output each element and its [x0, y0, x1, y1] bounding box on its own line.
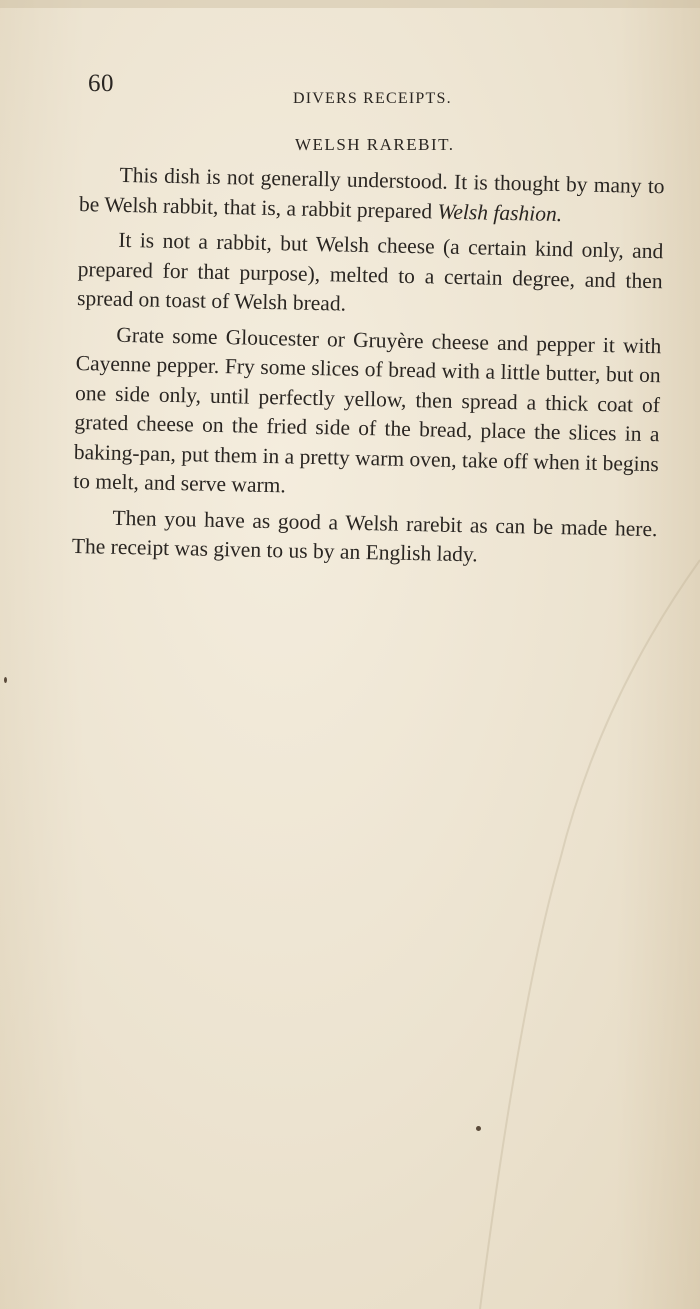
- paragraph: Grate some Gloucester or Gruyère cheese and pepper it with Cayenne pepper. Fry some slices of bread with a little butter, but on one side only, until perfectly yellow, then spread a thick coat of grated cheese on the fried side of the bread, place the slices in a baking-pan, put them in a pretty warm oven, take off when it begins to melt, and serve warm.: [73, 322, 662, 498]
- paper-speck: [476, 1126, 481, 1131]
- section-title: WELSH RAREBIT.: [295, 135, 455, 154]
- paragraph: [79, 160, 665, 231]
- recipe-body: [71, 160, 664, 580]
- paper-speck: [4, 677, 7, 683]
- paragraph-italic-text: Welsh fashion.: [437, 199, 563, 226]
- paragraph: Then you have as good a Welsh rarebit as can be made here. The receipt was given to us by an English lady.: [71, 505, 658, 567]
- page-number: 60: [88, 70, 114, 97]
- paragraph-text: This dish is not generally understood. It is thought by many to be Welsh rabbit, that is, a rabbit prepared: [78, 162, 665, 223]
- running-head: DIVERS RECEIPTS.: [293, 90, 452, 107]
- paragraph: It is not a rabbit, but Welsh cheese (a certain kind only, and prepared for that purpose), melted to a certain degree, and then spread on toast of Welsh bread.: [76, 227, 664, 316]
